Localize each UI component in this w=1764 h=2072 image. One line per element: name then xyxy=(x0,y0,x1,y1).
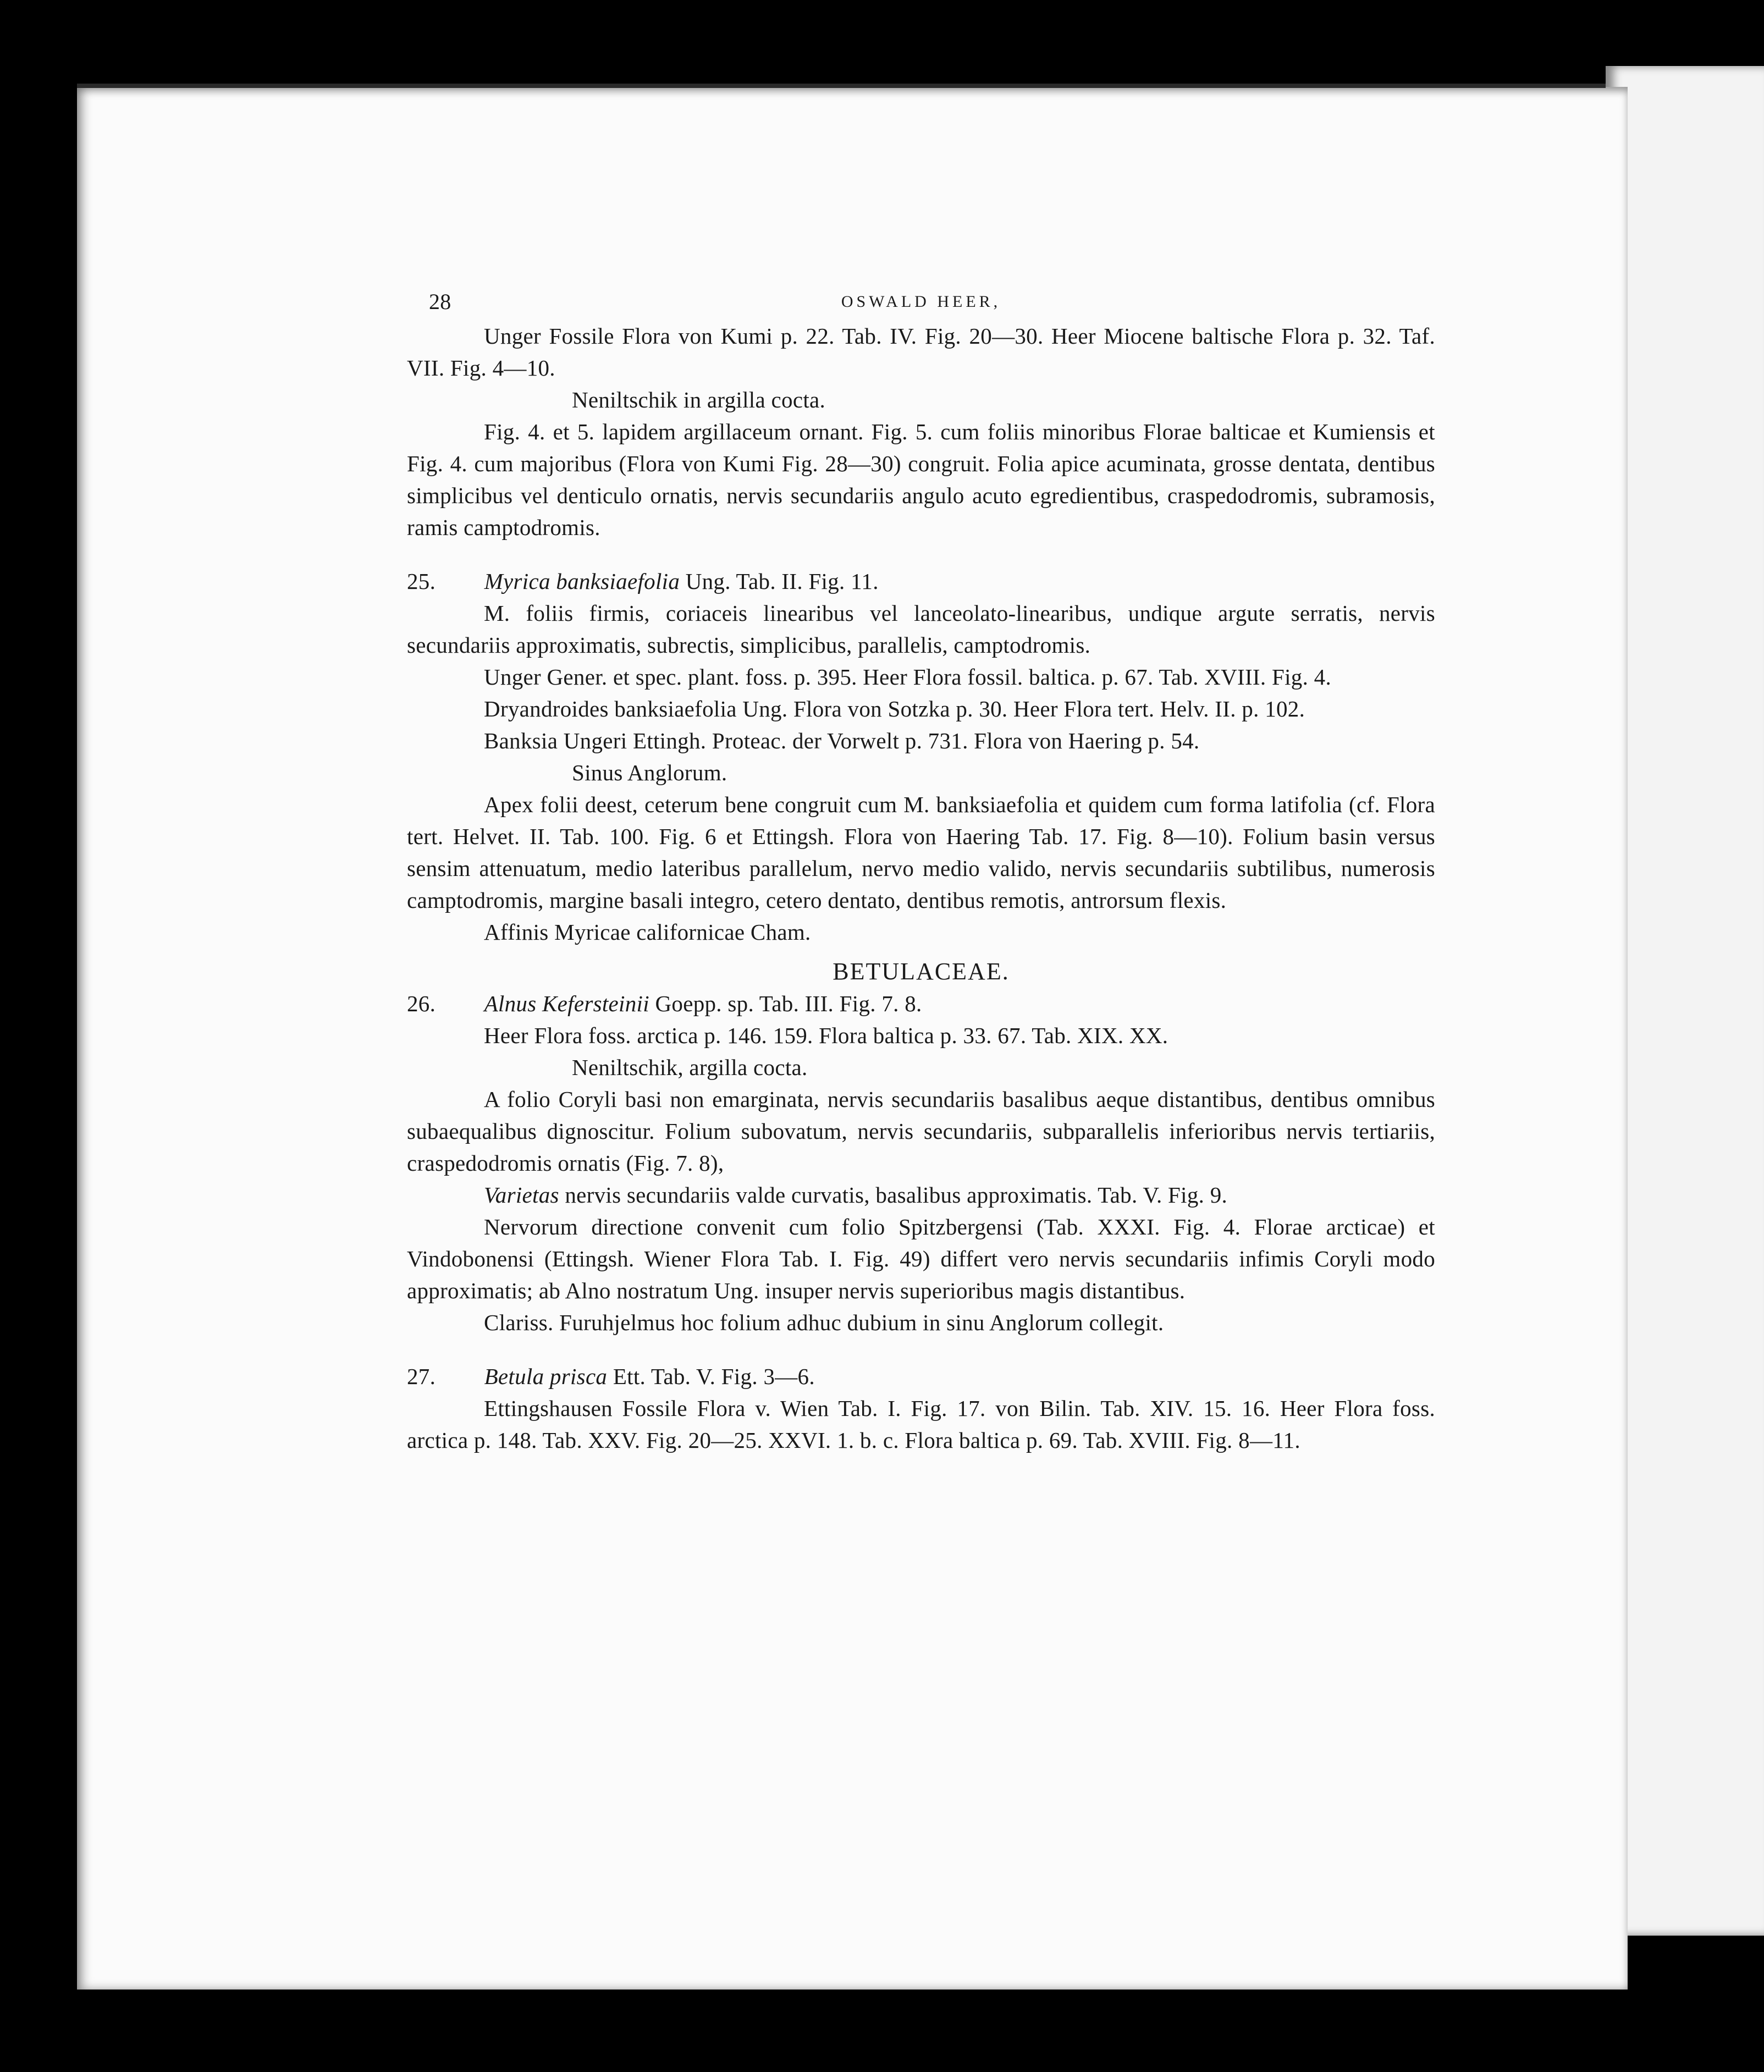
species-entry-25 xyxy=(407,565,1435,597)
variety-text: nervis secundariis valde curvatis, basalibus approximatis. Tab. V. Fig. 9. xyxy=(565,1182,1228,1208)
paragraph: Fig. 4. et 5. lapidem argillaceum ornant. Fig. 5. cum foliis minoribus Florae balticae et Kumiensis et Fig. 4. cum majoribus (Flora von Kumi Fig. 28—30) congruit. Folia apice acuminata, grosse dentata, dentibus simplicibus vel denticulo ornatis, nervis secundariis angulo acuto egredientibus, craspedodromis, subramosis, ramis camptodromis. xyxy=(407,419,1435,540)
species-entry-26 xyxy=(407,988,1435,1020)
species-name: Alnus Kefersteinii xyxy=(484,991,649,1016)
paragraph: Apex folii deest, ceterum bene congruit cum M. banksiaefolia et quidem cum forma latifolia (cf. Flora tert. Helvet. II. Tab. 100. Fig. 6 et Ettingsh. Flora von Haering Tab. 17. Fig. 8—10). Folium basin versus sensim attenuatum, medio lateribus parallelum, nervo medio valido, nervis secundariis subtilibus, numerosis camptodromis, margine basali integro, cetero dentato, dentibus remotis, antrorsum flexis. xyxy=(407,792,1435,913)
variety-label: Varietas xyxy=(484,1182,559,1208)
paragraph: Unger Fossile Flora von Kumi p. 22. Tab. IV. Fig. 20—30. Heer Miocene baltische Flora p. 32. Taf. VII. Fig. 4—10. xyxy=(407,323,1435,381)
locality: Neniltschik, argilla cocta. xyxy=(572,1055,808,1080)
species-entry-27 xyxy=(407,1360,1435,1392)
paragraph: Unger Gener. et spec. plant. foss. p. 395. Heer Flora fossil. baltica. p. 67. Tab. XVIII. Fig. 4. xyxy=(484,664,1332,690)
paragraph: Heer Flora foss. arctica p. 146. 159. Flora baltica p. 33. 67. Tab. XIX. XX. xyxy=(484,1023,1168,1048)
facing-page-edge xyxy=(1606,66,1764,1936)
locality: Sinus Anglorum. xyxy=(572,760,727,785)
entry-number: 26. xyxy=(407,991,436,1016)
paragraph: Clariss. Furuhjelmus hoc folium adhuc dubium in sinu Anglorum collegit. xyxy=(484,1310,1164,1335)
entry-number: 27. xyxy=(407,1364,436,1389)
page-header xyxy=(407,286,1435,320)
page-number: 28 xyxy=(429,289,451,314)
paragraph: Ettingshausen Fossile Flora v. Wien Tab. I. Fig. 17. von Bilin. Tab. XIV. 15. 16. Heer Flora foss. arctica p. 148. Tab. XXV. Fig. 20—25. XXVI. 1. b. c. Flora baltica p. 69. Tab. XVIII. Fig. 8—11. xyxy=(407,1396,1435,1453)
running-title: OSWALD HEER, xyxy=(841,293,1001,311)
paragraph xyxy=(407,1179,1435,1211)
paragraph: Dryandroides banksiaefolia Ung. Flora von Sotzka p. 30. Heer Flora tert. Helv. II. p. 102. xyxy=(484,696,1305,721)
paragraph: Nervorum directione convenit cum folio Spitzbergensi (Tab. XXXI. Fig. 4. Florae arcticae) et Vindobonensi (Ettingsh. Wiener Flora Tab. I. Fig. 49) differt vero nervis secundariis infimis Coryli modo approximatis; ab Alno nostratum Ung. insuper nervis superioribus magis distantibus. xyxy=(407,1214,1435,1303)
species-name: Myrica banksiaefolia xyxy=(484,569,680,594)
page-top-edge xyxy=(77,84,1606,88)
species-authority: Ett. Tab. V. Fig. 3—6. xyxy=(613,1364,815,1389)
paragraph: Affinis Myricae californicae Cham. xyxy=(484,919,811,945)
paragraph: M. foliis firmis, coriaceis linearibus vel lanceolato-linearibus, undique argute serratis, nervis secundariis approximatis, subrectis, simplicibus, parallelis, camptodromis. xyxy=(407,600,1435,658)
species-authority: Goepp. sp. Tab. III. Fig. 7. 8. xyxy=(655,991,922,1016)
species-name: Betula prisca xyxy=(484,1364,608,1389)
paragraph: A folio Coryli basi non emarginata, nervis secundariis basalibus aeque distantibus, dentibus omnibus subaequalibus dignoscitur. Folium subovatum, nervis secundariis, subparallelis inferioribus nervis tertiariis, craspedodromis ornatis (Fig. 7. 8), xyxy=(407,1087,1435,1176)
section-heading: BETULACEAE. xyxy=(833,958,1010,985)
locality: Neniltschik in argilla cocta. xyxy=(572,387,826,412)
page-text xyxy=(407,286,1435,1456)
paragraph: Banksia Ungeri Ettingh. Proteac. der Vorwelt p. 731. Flora von Haering p. 54. xyxy=(484,728,1200,753)
species-authority: Ung. Tab. II. Fig. 11. xyxy=(685,569,879,594)
entry-number: 25. xyxy=(407,569,436,594)
